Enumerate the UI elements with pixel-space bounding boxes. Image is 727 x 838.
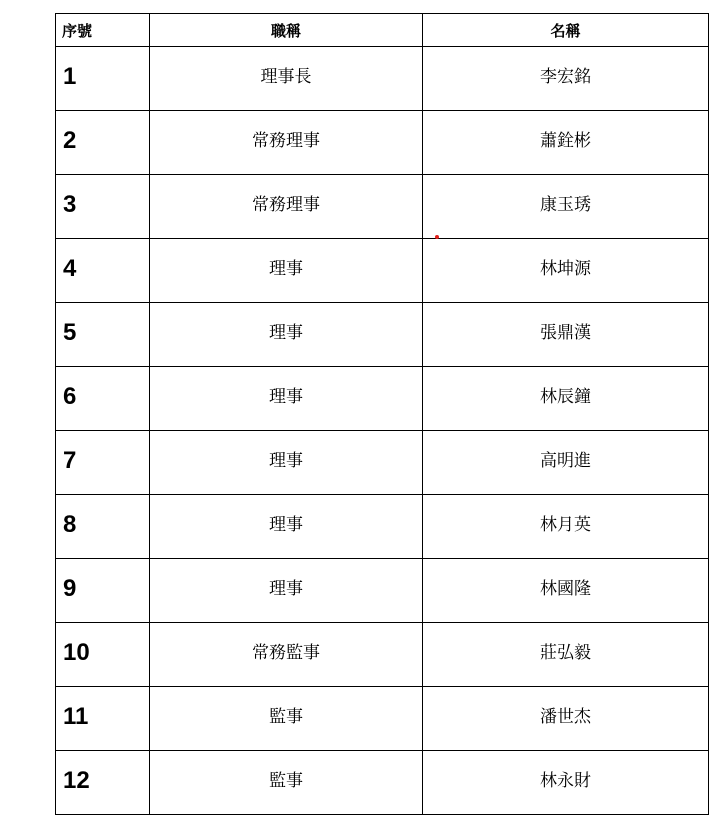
row-number: 4 bbox=[56, 239, 150, 303]
row-name: 林辰鐘 bbox=[423, 367, 709, 431]
row-title: 常務理事 bbox=[150, 175, 423, 239]
row-name: 林月英 bbox=[423, 495, 709, 559]
table-row bbox=[56, 175, 709, 239]
row-name: 高明進 bbox=[423, 431, 709, 495]
table-row bbox=[56, 623, 709, 687]
row-number: 7 bbox=[56, 431, 150, 495]
row-title: 理事 bbox=[150, 431, 423, 495]
row-name: 林永財 bbox=[423, 751, 709, 815]
row-name: 林國隆 bbox=[423, 559, 709, 623]
row-name: 潘世杰 bbox=[423, 687, 709, 751]
board-roster-table bbox=[55, 13, 709, 815]
row-name: 張鼎漢 bbox=[423, 303, 709, 367]
column-header-title: 職稱 bbox=[150, 14, 423, 47]
row-title: 理事 bbox=[150, 303, 423, 367]
table-row bbox=[56, 431, 709, 495]
table-row bbox=[56, 751, 709, 815]
row-number: 9 bbox=[56, 559, 150, 623]
column-header-name: 名稱 bbox=[423, 14, 709, 47]
row-title: 理事 bbox=[150, 239, 423, 303]
table-row bbox=[56, 47, 709, 111]
row-number: 1 bbox=[56, 47, 150, 111]
table-row bbox=[56, 559, 709, 623]
table-row bbox=[56, 687, 709, 751]
row-title: 監事 bbox=[150, 751, 423, 815]
row-title: 監事 bbox=[150, 687, 423, 751]
row-number: 8 bbox=[56, 495, 150, 559]
row-number: 5 bbox=[56, 303, 150, 367]
row-title: 常務理事 bbox=[150, 111, 423, 175]
table-row bbox=[56, 111, 709, 175]
table-row bbox=[56, 239, 709, 303]
row-name: 李宏銘 bbox=[423, 47, 709, 111]
row-number: 11 bbox=[56, 687, 150, 751]
header-row bbox=[56, 14, 709, 47]
row-name: 莊弘毅 bbox=[423, 623, 709, 687]
table-header bbox=[56, 14, 709, 47]
row-name: 林坤源 bbox=[423, 239, 709, 303]
row-title: 理事 bbox=[150, 495, 423, 559]
row-number: 10 bbox=[56, 623, 150, 687]
row-number: 6 bbox=[56, 367, 150, 431]
row-number: 3 bbox=[56, 175, 150, 239]
table-row bbox=[56, 367, 709, 431]
row-name: 康玉琇 bbox=[423, 175, 709, 239]
row-title: 常務監事 bbox=[150, 623, 423, 687]
table-row bbox=[56, 303, 709, 367]
column-header-number: 序號 bbox=[56, 14, 150, 47]
row-title: 理事 bbox=[150, 367, 423, 431]
row-name: 蕭銓彬 bbox=[423, 111, 709, 175]
row-number: 2 bbox=[56, 111, 150, 175]
table-body bbox=[56, 47, 709, 815]
table-row bbox=[56, 495, 709, 559]
row-number: 12 bbox=[56, 751, 150, 815]
red-mark-dot bbox=[435, 235, 439, 239]
row-title: 理事 bbox=[150, 559, 423, 623]
row-title: 理事長 bbox=[150, 47, 423, 111]
